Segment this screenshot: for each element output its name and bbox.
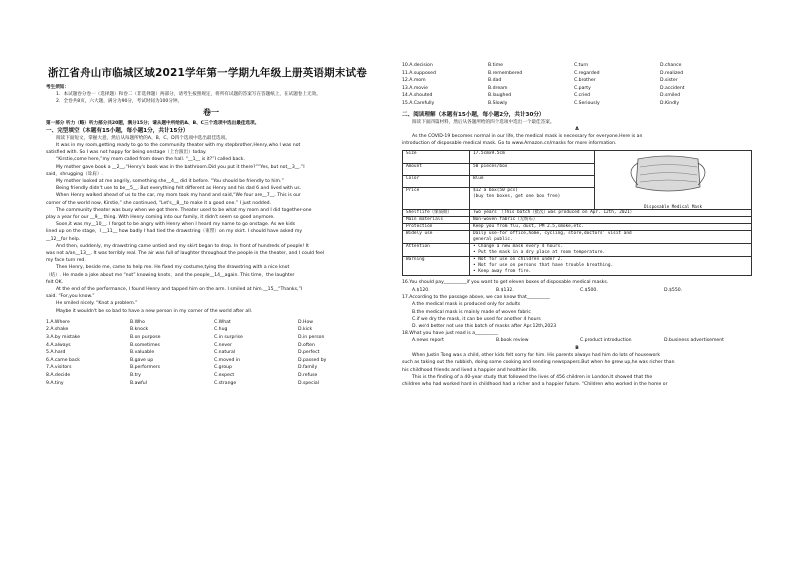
- passage-line: When Justin Tong was a child, other kids felt sorry for him. His parents always had him do lots of housework: [412, 353, 660, 359]
- section-cloze-heading: 一、完型填空（本题有15小题，每小题1分，共计15分）: [46, 127, 189, 134]
- option[interactable]: C.What: [214, 319, 231, 325]
- passage-line: children who had worked hard in childhood had a richer and a happier future. “Children who worked in the home or: [402, 382, 668, 387]
- option[interactable]: C.moved in: [214, 357, 241, 363]
- option[interactable]: D.realized: [660, 70, 684, 76]
- passage-line: lined up on the stage，I __11__ how badly I had tied the drawstring（束带）on my skirt. I should have asked my: [46, 229, 303, 235]
- option[interactable]: C.strange: [214, 380, 237, 386]
- option[interactable]: C.brother: [574, 78, 596, 84]
- passage-line: When Henry walked ahead of us to the car, my mom took my hand and said,“We four are__7__. This is our: [56, 193, 301, 199]
- passage-line: corner of the world now, Kirstie,” she continued, “Let's__8__to make it a good one.” I just nodded.: [46, 200, 272, 206]
- passage-line: He smiled nicely. “Knot a problem.”: [56, 301, 138, 307]
- passage-b-label: B: [575, 345, 579, 351]
- option[interactable]: A.$120.: [412, 287, 430, 293]
- option[interactable]: D.family: [298, 365, 318, 371]
- passage-line: The community theater was busy when we got there. Theater used to be what my mom and I did together-one: [56, 207, 312, 213]
- option[interactable]: 9.A.tiny: [46, 380, 64, 386]
- passage-line: such as taking out the rubbish, doing some cooking and sending newspapers.But when he grew up,he was richer than: [402, 360, 675, 366]
- passage-line: my face turn red.: [46, 258, 86, 264]
- option[interactable]: 7.A.visitors: [46, 365, 72, 371]
- option[interactable]: C.expect: [214, 373, 235, 379]
- option[interactable]: 6.A.came back: [46, 357, 80, 363]
- passage-line: At the end of the performance, I found Henry and tapped him on the arm. I smiled at him.__15__“Thanks,”I: [56, 287, 303, 293]
- option[interactable]: 14.A.shouted: [402, 93, 433, 99]
- option[interactable]: D.kick: [298, 327, 313, 333]
- passage-line: Being friendly didn't use to be__5__. But everything felt different as Henry and his dad 6 and lived with us.: [56, 186, 302, 192]
- use-line: general public.: [473, 237, 513, 243]
- cell-key: Amount: [403, 163, 470, 175]
- option[interactable]: B.performers: [130, 365, 161, 371]
- option[interactable]: D.$550.: [664, 287, 683, 293]
- option[interactable]: A.news report: [412, 338, 444, 344]
- cloze-options-1-9: [46, 319, 376, 387]
- option[interactable]: A.the medical mask is produced only for adults: [412, 302, 521, 308]
- cell-value: Blue: [470, 175, 595, 187]
- cell-value: 17.5cmx9.5cm: [470, 151, 595, 163]
- cell-key: Price: [403, 187, 470, 210]
- price-line: (buy ten boxes, get one box free): [473, 193, 561, 199]
- option[interactable]: 2.A.shake: [46, 327, 69, 333]
- option[interactable]: B.awful: [130, 380, 147, 386]
- passage-line: his childhood friends and lived a happier and healthier life.: [402, 367, 538, 373]
- right-column: [402, 62, 752, 388]
- cell-key: Widely use: [403, 231, 470, 244]
- part1-intro: 第一部分 听力（略）听力部分共20题，满分15分；请从题中所给的A、B、C三个选项中选出最佳选项。: [46, 120, 260, 126]
- cell-value: 50 pieces/box: [470, 163, 595, 175]
- option[interactable]: B.Slowly: [488, 100, 508, 106]
- cell-value: [470, 231, 752, 244]
- passage-line: This is the finding of a 40-year study that followed the lives of 456 children in London.It showed that the: [412, 374, 653, 380]
- option[interactable]: D.refuse: [298, 373, 318, 379]
- cell-key: Color: [403, 175, 470, 187]
- option[interactable]: D.business advertisement: [664, 338, 724, 344]
- option[interactable]: C.regarded: [574, 70, 600, 76]
- option[interactable]: B.gave up: [130, 357, 154, 363]
- cell-key: Size: [403, 151, 470, 163]
- cell-value: Keep you from flu, dust, PM 2.5,smoke,etc.: [470, 224, 752, 231]
- attention-line: • Change a new mask every 4 hours.: [473, 244, 563, 250]
- option[interactable]: C.product introduction: [580, 338, 632, 344]
- option[interactable]: C.if we dry the mask, it can be used for another 4 hours: [412, 316, 541, 322]
- cell-value: [470, 187, 595, 210]
- option[interactable]: D.perfect: [298, 350, 320, 356]
- notice-heading: 考生须知：: [46, 85, 69, 90]
- option[interactable]: C.group: [214, 365, 233, 371]
- option[interactable]: 1.A.Where: [46, 319, 70, 325]
- page-title: 浙江省舟山市临城区域2021学年第一学期九年级上册英语期末试卷: [48, 67, 367, 79]
- mask-image-cell: [595, 151, 752, 210]
- medical-mask-image: [598, 151, 738, 201]
- cell-value: [470, 257, 752, 276]
- option[interactable]: 11.A.supposed: [402, 70, 436, 76]
- warning-line: • Keep away from fire.: [473, 269, 532, 275]
- option[interactable]: D.often: [298, 342, 315, 348]
- option[interactable]: D.chance: [660, 63, 682, 68]
- option[interactable]: D.smiled: [660, 93, 681, 99]
- cell-key: Warning: [403, 257, 470, 276]
- section-reading-heading: 二、阅读理解（本题有15小题，每小题2分，共计30分）: [402, 111, 545, 118]
- section-reading-instruction: 阅读下面四篇材料，然后从各题所给的四个选项中选出一个最佳答案。: [412, 119, 555, 125]
- option[interactable]: B.Who: [130, 319, 145, 325]
- option[interactable]: B.book review: [496, 338, 529, 344]
- passage-line: （结）. He made a joke about me “not” knowing knots，and the people__14__again. This time，the laughter: [46, 272, 295, 278]
- mask-info-table: [402, 150, 752, 276]
- option[interactable]: B.dad: [488, 78, 502, 84]
- price-line: $12 a box(50 pcs): [473, 187, 518, 193]
- cell-value: Two years （This batch（批次）was produced on Apr. 12th, 2021）: [470, 210, 752, 217]
- option[interactable]: C.cried: [574, 93, 591, 99]
- passage-line: My mother gave book a __2__,“Henry's book was in the bathroom.Did you put it there?”“Yes, but not__3__.”I: [56, 164, 305, 170]
- option[interactable]: 13.A.movie: [402, 85, 428, 91]
- option[interactable]: B.time: [488, 63, 503, 68]
- cell-value: Non-woven fabric（无纺布）: [470, 217, 752, 224]
- passage-line: __12__for help.: [46, 236, 81, 242]
- option[interactable]: 12.A.mom: [402, 78, 426, 84]
- passage-line: play a year for our __9__ thing. With Henry coming into our family, it didn't seem so good anymore.: [46, 215, 275, 221]
- option[interactable]: B.dream: [488, 85, 508, 91]
- cell-key: Main materials: [403, 217, 470, 224]
- option[interactable]: B.laughed: [488, 93, 512, 99]
- option[interactable]: B.the medical mask is mainly made of woven fabric: [412, 309, 531, 315]
- option[interactable]: 8.A.decide: [46, 373, 71, 379]
- passage-line: satisfied with. So I was not happy for being onstage（上台演出）today.: [46, 150, 207, 156]
- cell-key: Protection: [403, 224, 470, 231]
- option[interactable]: B.valuable: [130, 350, 155, 356]
- option[interactable]: B.on purpose: [130, 335, 161, 341]
- passage-line: said. “For,you know.”: [46, 294, 95, 300]
- question-18: 18.What you have just read is a__________: [402, 331, 499, 337]
- option[interactable]: C.$500.: [580, 287, 598, 293]
- option[interactable]: 3.A.by mistake: [46, 335, 81, 341]
- notice-line: 1．本试题卷分卷一（选择题）和卷二（非选择题）两部分，请考生按照规定，将所有试题的答案写在答题纸上，在试题卷上无效。: [56, 92, 321, 98]
- option[interactable]: C.turn: [574, 63, 589, 68]
- option[interactable]: D.passed by: [298, 357, 327, 363]
- cloze-passage: [46, 142, 376, 315]
- use-line: Daily use-for office,home, cycling, store,doctors' visit and: [473, 231, 632, 237]
- option[interactable]: C.natural: [214, 350, 236, 356]
- option[interactable]: B.remembered: [488, 70, 523, 76]
- option[interactable]: D.special: [298, 380, 320, 386]
- option[interactable]: D.accident: [660, 85, 685, 91]
- passage-line: And then, suddenly, my drawstring came untied and my skirt began to drop. In front of hundreds of people! It: [56, 243, 309, 249]
- passage-line: Soon,it was my__10__. I forgot to be angry with Henry when I heard my name to go onstage. As we kids: [56, 222, 296, 228]
- option[interactable]: 15.A.Carefully: [402, 100, 435, 106]
- cell-value: [470, 244, 752, 257]
- cell-key: Attention: [403, 244, 470, 257]
- passage-line: introduction of disposable medical mask. Go to www.Amazon.cn/masks for more information.: [402, 141, 617, 147]
- mask-caption: Disposable Medical Mask: [644, 204, 702, 210]
- passage-line: “Kirstie,come here,”my mom called from down the hall. “__1__ is it?”I called back.: [56, 157, 245, 163]
- option[interactable]: 10.A.decision: [402, 63, 433, 68]
- passage-line: said，shrugging（耸肩）.: [46, 171, 103, 177]
- cell-key: Shelflife（保质期）: [403, 210, 470, 217]
- option[interactable]: B.sometimes: [130, 342, 160, 348]
- passage-line: It was in my room,getting ready to go to the community theater with my stepbrother,Henry,who I was not: [56, 143, 301, 149]
- attention-line: • Put the mask in a dry place at room temperature.: [473, 250, 606, 256]
- option[interactable]: B.try: [130, 373, 142, 379]
- option[interactable]: D. we'd better not use this batch of masks after Apr.12th,2023: [412, 323, 557, 329]
- option[interactable]: 5.A.hard: [46, 350, 66, 356]
- passage-line: As the COVID-19 becomes normal in our life, the medical mask is necessary for everyone.Here is an: [412, 133, 643, 139]
- question-16-options: [402, 287, 752, 295]
- option[interactable]: D.How: [298, 319, 314, 325]
- option[interactable]: C.in surprise: [214, 335, 243, 341]
- option[interactable]: D.in person: [298, 335, 325, 341]
- cloze-options-10-15: [402, 62, 752, 108]
- option[interactable]: C.Seriously: [574, 100, 600, 106]
- passage-line: was not a/an__13__. It was terribly real. The air was full of laughter throughout the people in the theater, and I could feel: [46, 251, 325, 257]
- passage-line: felt OK.: [46, 279, 64, 285]
- passage-line: Then Henry, beside me, came to help me. He fixed my costume,tying the drawstring with a nice knot: [56, 265, 290, 271]
- option[interactable]: C.party: [574, 85, 591, 91]
- section-cloze-instruction: 阅读下面短文，掌握大意，然后从每题所给的A、B、C、D四个选项中选出最佳选项。: [56, 135, 230, 141]
- question-16: 16.You should pay__________if you want to get eleven boxes of disposable medical masks.: [402, 280, 609, 286]
- passage-a-label: A: [575, 126, 579, 132]
- warning-line: • Not for use on children under 2.: [473, 257, 563, 263]
- notice-line: 2．全卷共8页，六大题，满分为90分，考试时间为100分钟。: [56, 99, 183, 105]
- option[interactable]: 4.A.always: [46, 342, 71, 348]
- option[interactable]: D.Kindly: [660, 100, 680, 106]
- passage-line: Maybe it wouldn't be so bad to have a new person in my corner of the world after all.: [56, 308, 253, 314]
- section-juan: 卷一: [203, 107, 219, 117]
- question-17: 17.According to the passage above, we can know that__________: [402, 295, 550, 301]
- option[interactable]: C.hug: [214, 327, 228, 333]
- warning-line: • Not for use on persons that have trouble breathing.: [473, 263, 614, 269]
- option[interactable]: D.sister: [660, 78, 678, 84]
- option[interactable]: B.$132.: [496, 287, 514, 293]
- passage-line: My mother looked at me angrily, something she__4__ did it before. “You should be friendly to him.”: [56, 179, 284, 185]
- question-18-options: [402, 337, 752, 345]
- option[interactable]: C.never: [214, 342, 232, 348]
- option[interactable]: B.knock: [130, 327, 149, 333]
- left-column: [46, 56, 376, 387]
